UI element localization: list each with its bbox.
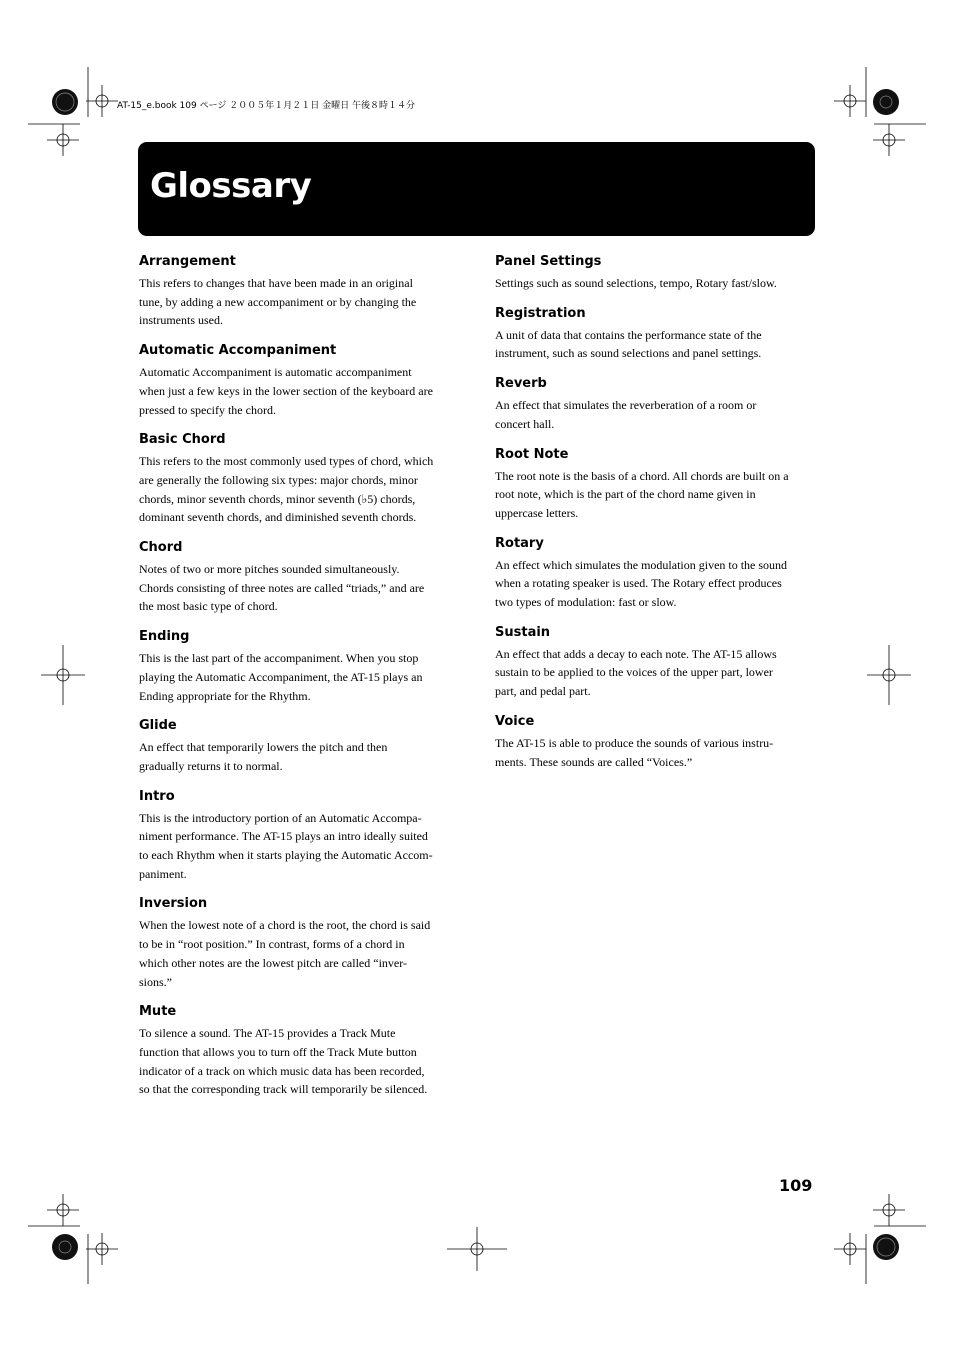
- glossary-definition: This is the introductory portion of an Automatic Accompa- niment performance. The AT-15 plays an intro ideally suited to each Rhythm when it starts playing the Automatic Accom- paniment.: [139, 810, 433, 881]
- glossary-term: Ending: [139, 629, 190, 645]
- glossary-entry: [495, 713, 817, 771]
- glossary-entry: [495, 535, 817, 612]
- glossary-definition: The AT-15 is able to produce the sounds of various instru- ments. These sounds are called “Voices.”: [495, 735, 774, 769]
- glossary-entry: [139, 628, 461, 705]
- glossary-definition: An effect that simulates the reverberation of a room or concert hall.: [495, 398, 757, 431]
- glossary-entry: [139, 539, 461, 616]
- glossary-entry: [139, 717, 461, 775]
- glossary-term: Automatic Accompaniment: [139, 343, 337, 359]
- glossary-definition: This is the last part of the accompaniment. When you stop playing the Automatic Accompaniment, the AT-15 plays an Ending appropriate for the Rhythm.: [139, 651, 423, 703]
- glossary-term: Glide: [139, 718, 177, 734]
- glossary-term: Sustain: [495, 624, 551, 640]
- glossary-term: Root Note: [495, 446, 569, 462]
- glossary-term: Basic Chord: [139, 432, 226, 448]
- page-number: 109: [779, 1176, 813, 1195]
- glossary-left-column: [139, 253, 461, 1111]
- glossary-entry: [139, 788, 461, 884]
- title-banner: [138, 142, 815, 236]
- glossary-definition: To silence a sound. The AT-15 provides a Track Mute function that allows you to turn off the Track Mute button indicator of a track on which music data has been recorded, so that the corresponding track will temporarily be silenced.: [139, 1026, 428, 1097]
- glossary-definition: This refers to the most commonly used types of chord, which are generally the following six types: major chords, minor chords, minor seventh chords, minor seventh (♭5) chords, dominant seventh chords, and diminished seventh chords.: [139, 454, 434, 525]
- glossary-term: Mute: [139, 1004, 177, 1020]
- glossary-entry: [495, 253, 817, 293]
- glossary-entry: [495, 446, 817, 523]
- glossary-entry: [139, 431, 461, 527]
- glossary-definition: Settings such as sound selections, tempo, Rotary fast/slow.: [495, 276, 777, 290]
- glossary-definition: An effect that adds a decay to each note. The AT-15 allows sustain to be applied to the voices of the upper part, lower part, and pedal part.: [495, 646, 777, 699]
- glossary-entry: [139, 895, 461, 991]
- glossary-term: Panel Settings: [495, 254, 602, 269]
- glossary-definition: Automatic Accompaniment is automatic accompaniment when just a few keys in the lower section of the keyboard are pressed to specify the chord.: [139, 365, 433, 417]
- glossary-definition: An effect which simulates the modulation given to the sound when a rotating speaker is used. The Rotary effect produces two types of modulation: fast or slow.: [495, 557, 788, 610]
- glossary-right-column: [495, 253, 817, 783]
- glossary-term: Intro: [139, 788, 175, 804]
- glossary-definition: When the lowest note of a chord is the root, the chord is said to be in “root position.” In contrast, forms of a chord in which other notes are the lowest pitch are called “inver- sions.”: [139, 918, 431, 989]
- glossary-definition: The root note is the basis of a chord. All chords are built on a root note, which is the part of the chord name given in uppercase letters.: [495, 468, 789, 520]
- print-info-header: AT-15_e.book 109 ページ ２００５年１月２１日 金曜日 午後８時１４分: [117, 101, 415, 111]
- glossary-entry: [495, 305, 817, 363]
- glossary-term: Arrangement: [139, 254, 236, 269]
- glossary-definition: An effect that temporarily lowers the pitch and then gradually returns it to normal.: [139, 740, 388, 773]
- glossary-definition: This refers to changes that have been made in an original tune, by adding a new accompaniment or by changing the instruments used.: [139, 276, 417, 328]
- glossary-definition: Notes of two or more pitches sounded simultaneously. Chords consisting of three notes are called “triads,” and are the most basic type of chord.: [139, 562, 425, 614]
- glossary-term: Rotary: [495, 535, 544, 551]
- glossary-term: Chord: [139, 540, 183, 556]
- page-title: Glossary: [150, 166, 312, 206]
- glossary-entry: [139, 342, 461, 419]
- glossary-entry: [495, 375, 817, 433]
- glossary-term: Reverb: [495, 376, 547, 392]
- glossary-entry: [139, 253, 461, 330]
- glossary-term: Inversion: [139, 896, 208, 912]
- glossary-term: Voice: [495, 713, 535, 729]
- glossary-entry: [495, 624, 817, 701]
- glossary-entry: [139, 1003, 461, 1099]
- glossary-definition: A unit of data that contains the performance state of the instrument, such as sound selections and panel settings.: [495, 327, 762, 361]
- glossary-term: Registration: [495, 305, 586, 321]
